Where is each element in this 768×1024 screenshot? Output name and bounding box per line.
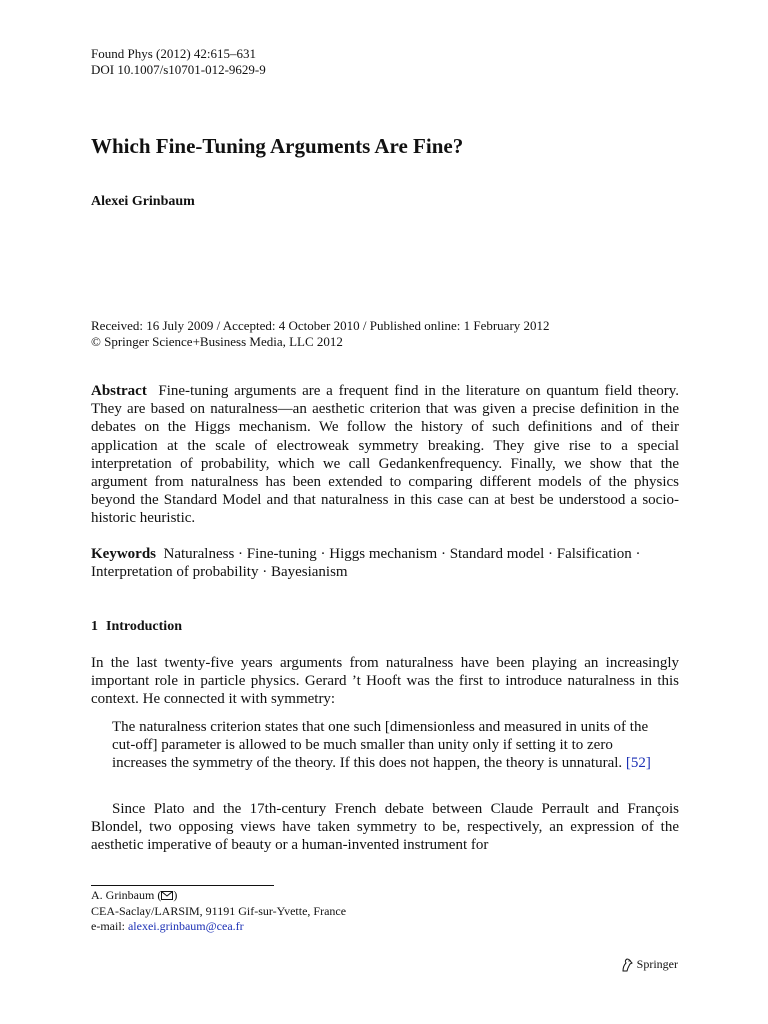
citation-link[interactable]: [52] <box>625 755 651 772</box>
author-footnote <box>91 888 346 934</box>
paper-title: Which Fine-Tuning Arguments Are Fine? <box>91 134 464 158</box>
footnote-author-line <box>91 888 346 904</box>
quote-text: The naturalness criterion states that one such [dimensionless and measured in units of the cut-off] parameter is allowed to be much smaller than unity only if setting it to zero increases the symmetry of the theory. If this does not happen, the theory is unnatural. <box>112 719 649 772</box>
footnote-email-line <box>91 919 346 934</box>
section-heading <box>91 619 182 635</box>
section-number: 1 <box>91 619 98 634</box>
footnote-affiliation: CEA-Saclay/LARSIM, 91191 Gif-sur-Yvette, France <box>91 904 347 918</box>
abstract-label: Abstract <box>91 383 147 399</box>
publication-dates <box>91 318 550 350</box>
email-link[interactable]: alexei.grinbaum@cea.fr <box>127 919 244 933</box>
springer-horse-icon <box>620 958 634 972</box>
publisher-logo <box>620 957 678 972</box>
keywords <box>91 545 679 581</box>
footnote-author: A. Grinbaum ( <box>91 888 162 902</box>
envelope-icon <box>161 889 173 904</box>
block-quote <box>112 718 658 773</box>
copyright-line: © Springer Science+Business Media, LLC 2012 <box>91 334 343 349</box>
paper-page <box>91 0 681 1024</box>
keywords-label: Keywords <box>91 546 156 562</box>
intro-paragraph-1: In the last twenty-five years arguments from naturalness have been playing an increasingly important role in particle physics. Gerard ’t Hooft was the first to introduce naturalness in this context. He connected it with symmetry: <box>91 655 679 708</box>
footnote-rule <box>91 885 274 886</box>
journal-header <box>91 46 266 78</box>
journal-citation: Found Phys (2012) 42:615–631 <box>91 46 257 61</box>
publication-history: Received: 16 July 2009 / Accepted: 4 October 2010 / Published online: 1 February 2012 <box>91 318 550 333</box>
abstract <box>91 382 679 528</box>
footnote-author-close: ) <box>173 888 178 902</box>
journal-doi[interactable]: DOI 10.1007/s10701-012-9629-9 <box>91 62 266 77</box>
email-label: e-mail: <box>91 919 128 933</box>
publisher-name: Springer <box>636 957 678 971</box>
intro-paragraph-2: Since Plato and the 17th-century French debate between Claude Perrault and François Blondel, two opposing views have taken symmetry to be, respectively, an expression of the aesthetic imperative of beauty or a human-invented instrument for <box>91 801 679 854</box>
abstract-text: Fine-tuning arguments are a frequent find in the literature on quantum field theory. They are based on naturalness—an aesthetic criterion that was given a precise definition in the debates on the Higgs mechanism. We follow the history of such definitions and of their application at the scale of electroweak symmetry breaking. They give rise to a special interpretation of probability, which we call Gedankenfrequency. Finally, we show that the argument from naturalness has been extended to comparing different models of the physics beyond the Standard Model and that naturalness in this case can at best be understood a socio-historic heuristic. <box>91 383 679 527</box>
author-name: Alexei Grinbaum <box>91 194 195 209</box>
section-title: Introduction <box>106 619 182 634</box>
keywords-text: Naturalness · Fine-tuning · Higgs mechanism · Standard model · Falsification · Interpretation of probability · Bayesianism <box>91 546 641 581</box>
